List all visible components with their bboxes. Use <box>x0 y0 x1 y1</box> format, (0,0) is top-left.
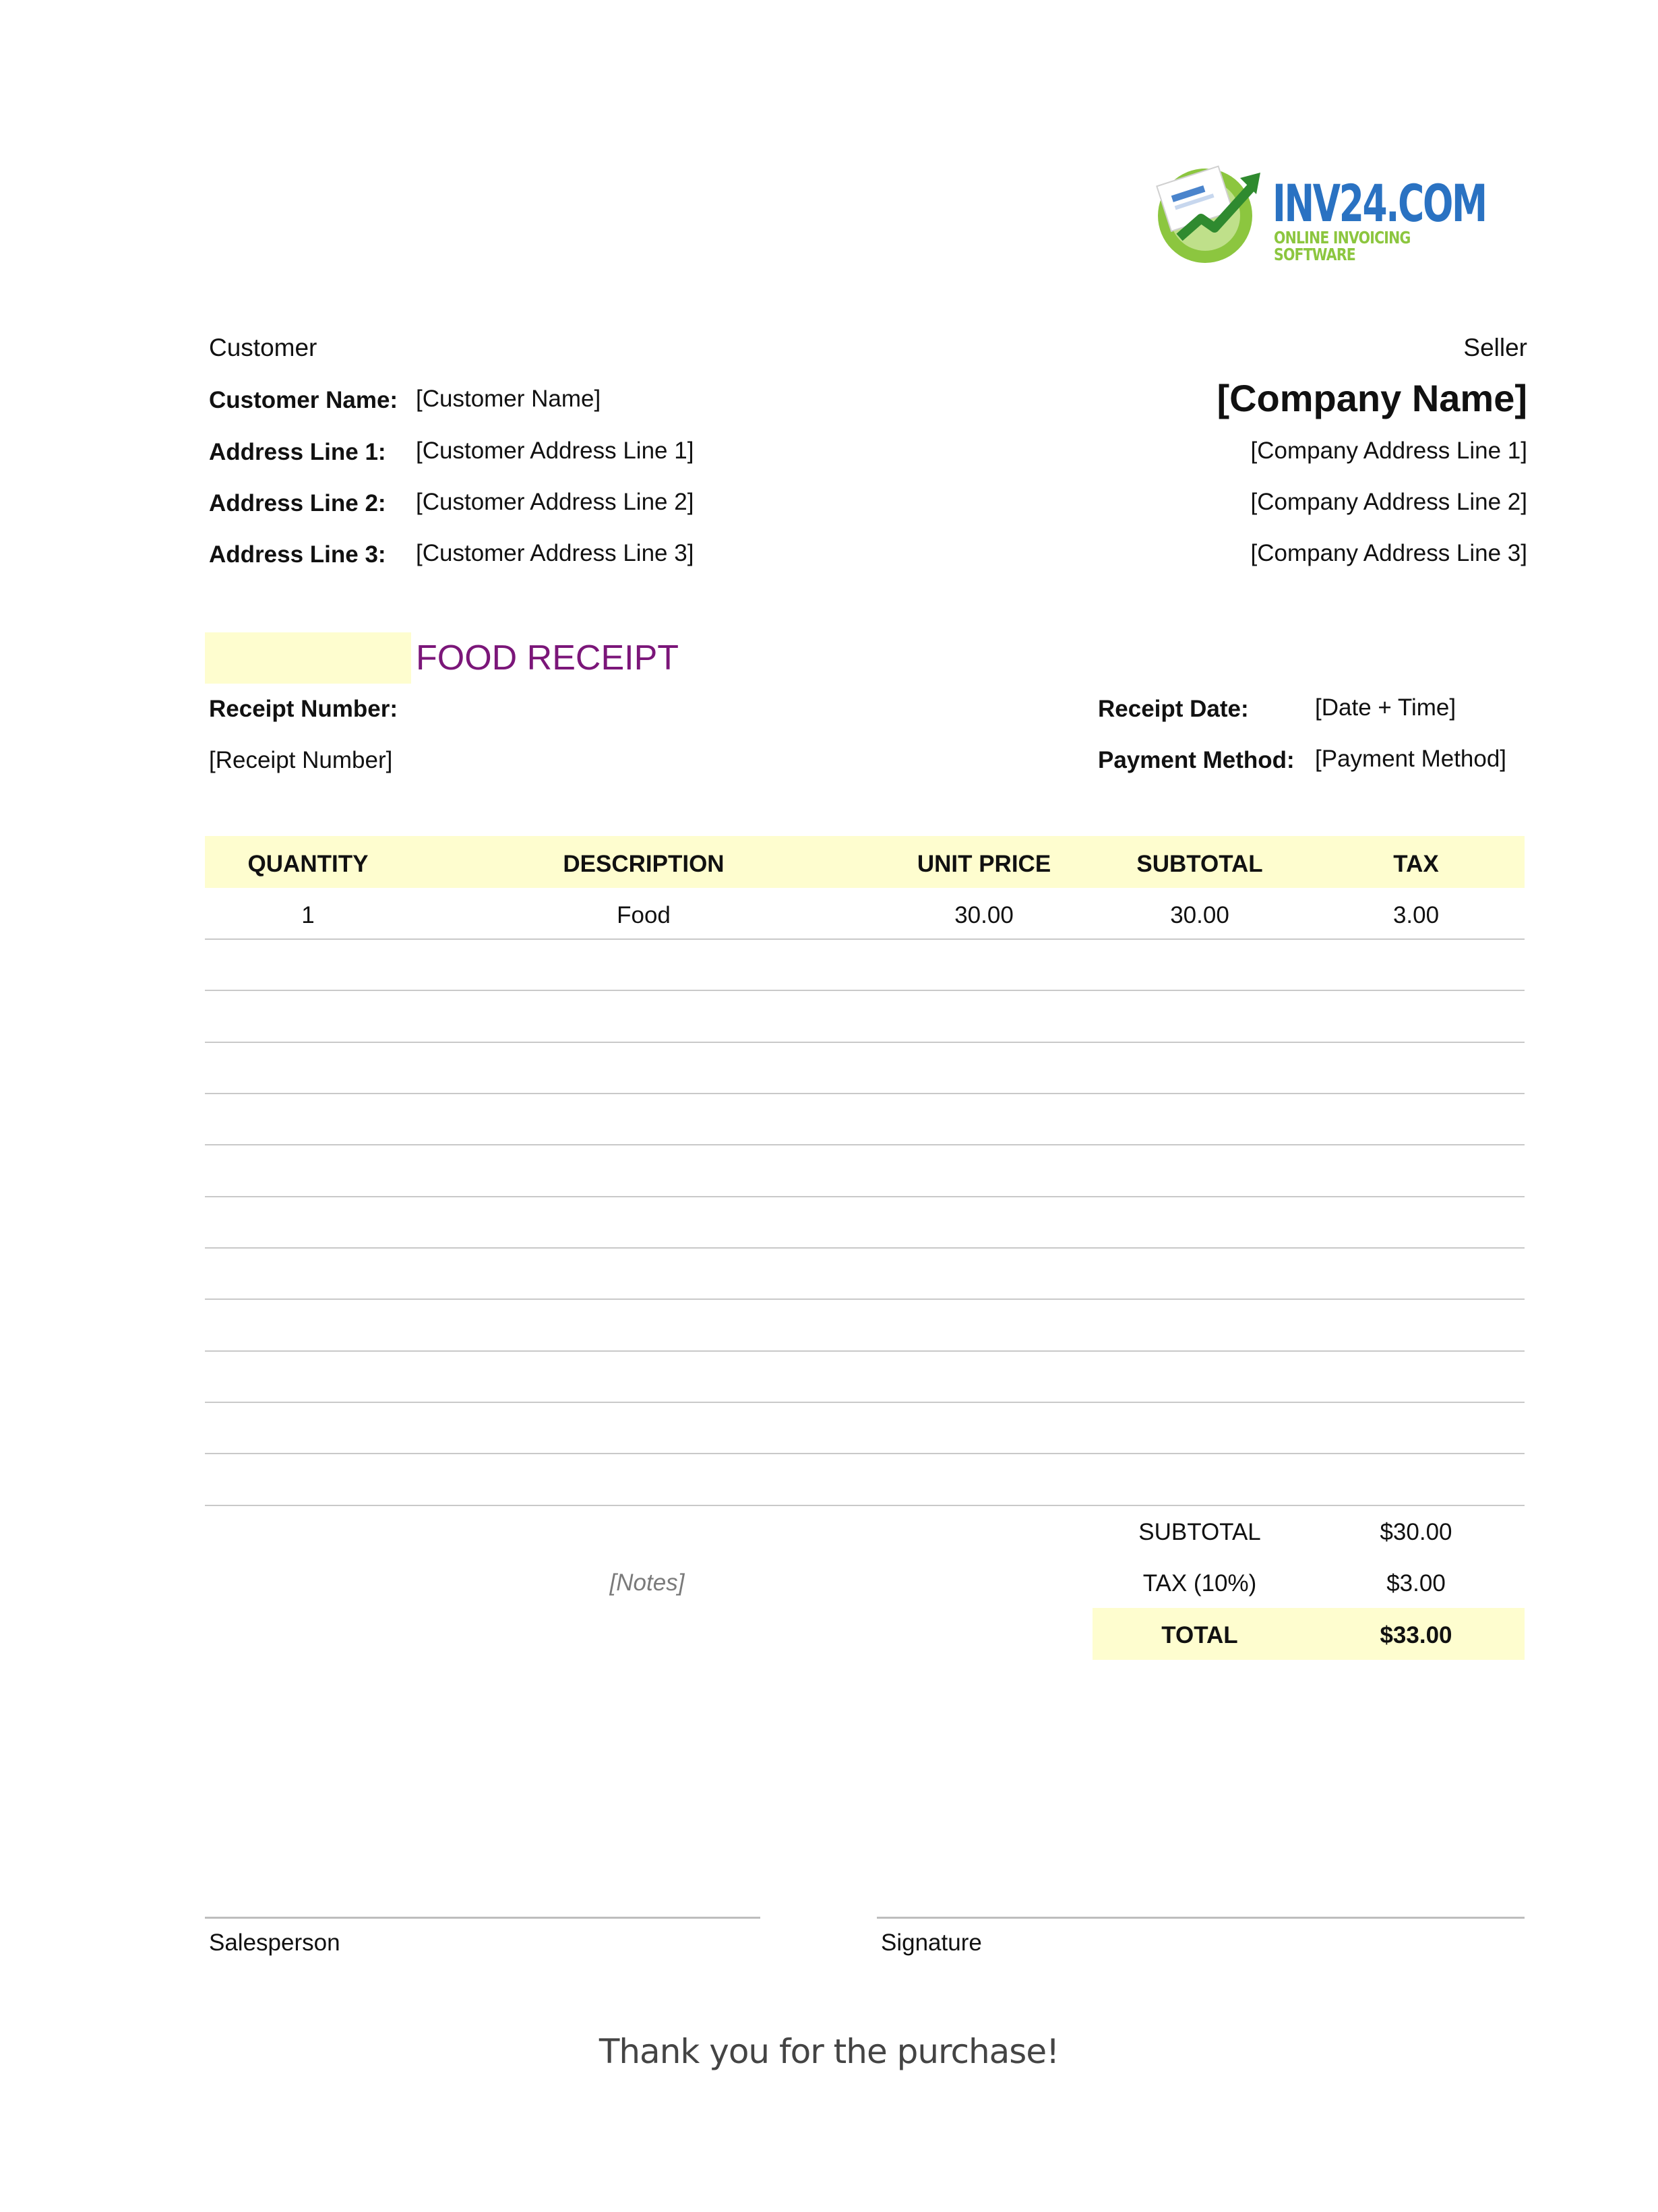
subtotal-label: SUBTOTAL <box>1138 1519 1261 1545</box>
row-divider <box>205 1247 1525 1249</box>
company-name: [Company Name] <box>1217 377 1527 419</box>
customer-name-label: Customer Name: <box>209 387 398 413</box>
header-subtotal: SUBTOTAL <box>1136 851 1263 877</box>
row-divider <box>205 1453 1525 1454</box>
signature-label: Signature <box>881 1930 982 1956</box>
address-line-2-value: [Customer Address Line 2] <box>416 489 694 515</box>
row-divider <box>205 1144 1525 1145</box>
payment-method-label: Payment Method: <box>1098 747 1295 773</box>
customer-heading: Customer <box>209 334 317 361</box>
company-address-line-1: [Company Address Line 1] <box>1250 438 1527 464</box>
company-address-line-3: [Company Address Line 3] <box>1250 540 1527 566</box>
header-tax: TAX <box>1393 851 1439 877</box>
row-divider <box>205 1402 1525 1403</box>
notes-text: [Notes] <box>609 1570 685 1596</box>
receipt-date-value: [Date + Time] <box>1315 694 1456 721</box>
address-line-1-value: [Customer Address Line 1] <box>416 438 694 464</box>
row-divider <box>205 938 1525 940</box>
tax-label: TAX (10%) <box>1142 1570 1257 1596</box>
row-tax: 3.00 <box>1392 902 1440 928</box>
address-line-3-label: Address Line 3: <box>209 541 386 568</box>
row-divider <box>205 1298 1525 1300</box>
payment-method-value: [Payment Method] <box>1315 746 1507 772</box>
subtotal-value: $30.00 <box>1380 1519 1452 1545</box>
header-unit-price: UNIT PRICE <box>917 851 1051 877</box>
row-unit-price: 30.00 <box>954 902 1014 928</box>
row-divider <box>205 1505 1525 1506</box>
row-subtotal: 30.00 <box>1170 902 1229 928</box>
receipt-title: FOOD RECEIPT <box>416 638 679 678</box>
row-divider <box>205 1350 1525 1352</box>
row-divider <box>205 990 1525 991</box>
address-line-1-label: Address Line 1: <box>209 439 386 465</box>
logo-subtitle: ONLINE INVOICING SOFTWARE <box>1274 228 1411 264</box>
row-description: Food <box>617 902 671 928</box>
title-highlight-cell <box>205 632 411 684</box>
tax-value: $3.00 <box>1386 1570 1446 1596</box>
company-logo <box>1153 158 1486 266</box>
receipt-date-label: Receipt Date: <box>1098 696 1249 722</box>
seller-heading: Seller <box>1463 334 1527 361</box>
logo-title: INV24.COM <box>1272 173 1486 233</box>
total-value: $33.00 <box>1380 1622 1452 1648</box>
signature-line <box>877 1917 1525 1919</box>
salesperson-label: Salesperson <box>209 1930 340 1956</box>
row-quantity: 1 <box>301 902 315 928</box>
header-description: DESCRIPTION <box>563 851 725 877</box>
header-quantity: QUANTITY <box>247 851 369 877</box>
receipt-number-value: [Receipt Number] <box>209 747 393 773</box>
row-divider <box>205 1196 1525 1197</box>
thank-you-message: Thank you for the purchase! <box>598 2032 1060 2071</box>
address-line-3-value: [Customer Address Line 3] <box>416 540 694 566</box>
total-label: TOTAL <box>1161 1622 1238 1648</box>
row-divider <box>205 1093 1525 1094</box>
logo-mark-icon <box>1153 158 1267 266</box>
row-divider <box>205 1042 1525 1043</box>
salesperson-line <box>205 1917 760 1919</box>
customer-name-value: [Customer Name] <box>416 386 601 412</box>
company-address-line-2: [Company Address Line 2] <box>1250 489 1527 515</box>
receipt-number-label: Receipt Number: <box>209 696 398 722</box>
address-line-2-label: Address Line 2: <box>209 490 386 516</box>
